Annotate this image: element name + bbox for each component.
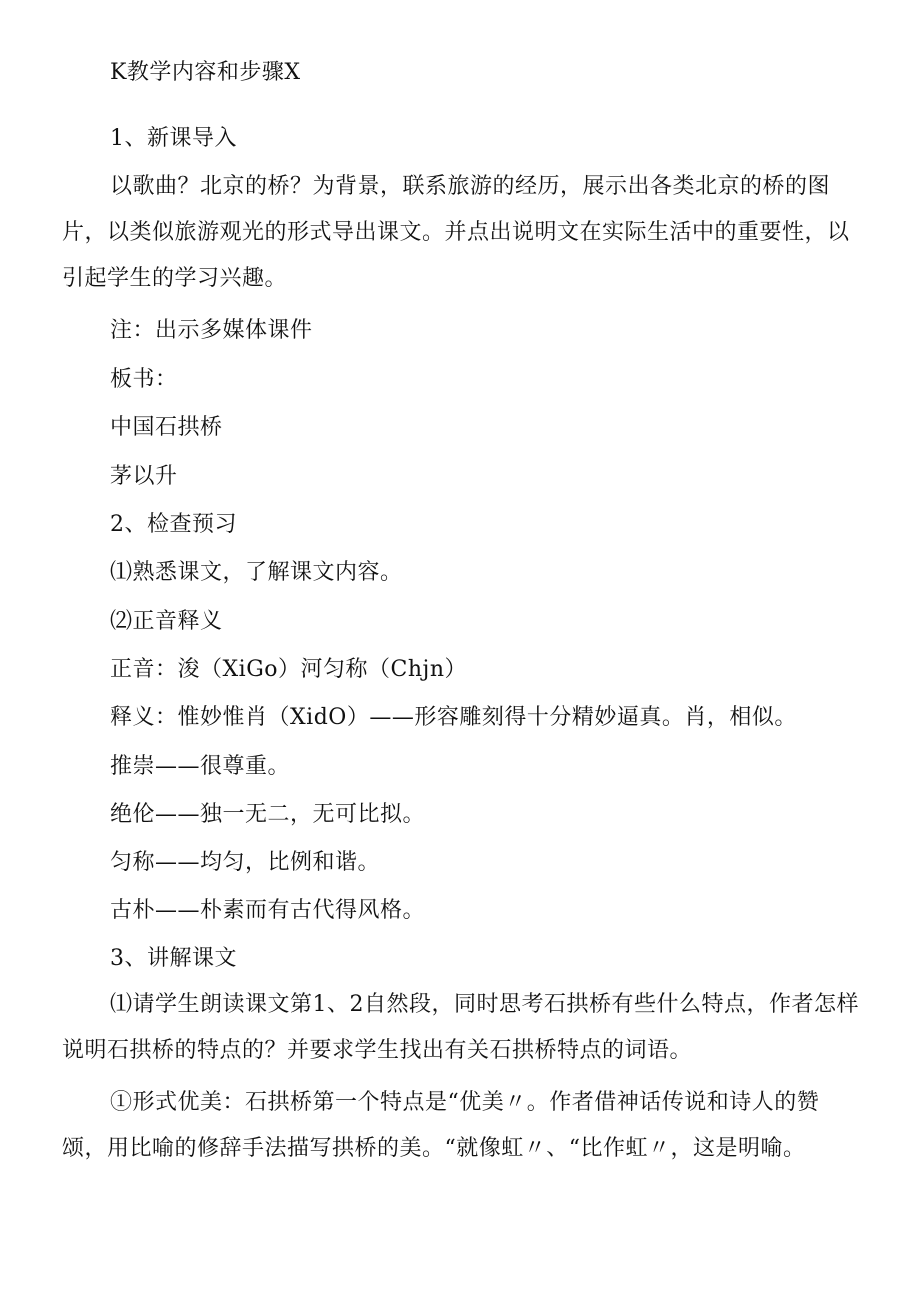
section-title-preview: 2、检查预习	[110, 512, 237, 537]
board-label: 板书：	[110, 367, 178, 392]
explain-paragraph-1: ⑴请学生朗读课文第1、2自然段，同时思考石拱桥有些什么特点，作者怎样说明石拱桥的特点的？并要求学生找出有关石拱桥特点的词语。	[62, 992, 859, 1063]
board-title: 中国石拱桥	[110, 415, 223, 440]
intro-paragraph: 以歌曲？北京的桥？为背景，联系旅游的经历，展示出各类北京的桥的图片，以类似旅游观光的形式导出课文。并点出说明文在实际生活中的重要性，以引起学生的学习兴趣。	[62, 174, 850, 291]
definition-line-3: 绝伦——独一无二，无可比拟。	[110, 802, 426, 827]
section-title-new-lesson: 1、新课导入	[110, 126, 237, 151]
pronunciation-line: 正音：浚（XiGo）河匀称（Chjn）	[110, 657, 468, 682]
board-author: 茅以升	[110, 464, 178, 489]
document-heading: K教学内容和步骤X	[110, 60, 301, 85]
preview-item-2: ⑵正音释义	[110, 609, 223, 634]
definition-line-2: 推崇——很尊重。	[110, 754, 291, 779]
definition-line-5: 古朴——朴素而有古代得风格。	[110, 898, 426, 923]
definition-line-1: 释义：惟妙惟肖（XidO）——形容雕刻得十分精妙逼真。肖，相似。	[110, 705, 797, 730]
explain-paragraph-2: ①形式优美：石拱桥第一个特点是“优美〃。作者借神话传说和诗人的赞颂，用比喻的修辞手法描写拱桥的美。“就像虹〃、“比作虹〃，这是明喻。	[62, 1090, 820, 1161]
definition-line-4: 匀称——均匀，比例和谐。	[110, 850, 381, 875]
preview-item-1: ⑴熟悉课文，了解课文内容。	[110, 560, 403, 585]
note-line: 注：出示多媒体课件	[110, 318, 313, 343]
section-title-explain: 3、讲解课文	[110, 946, 237, 971]
